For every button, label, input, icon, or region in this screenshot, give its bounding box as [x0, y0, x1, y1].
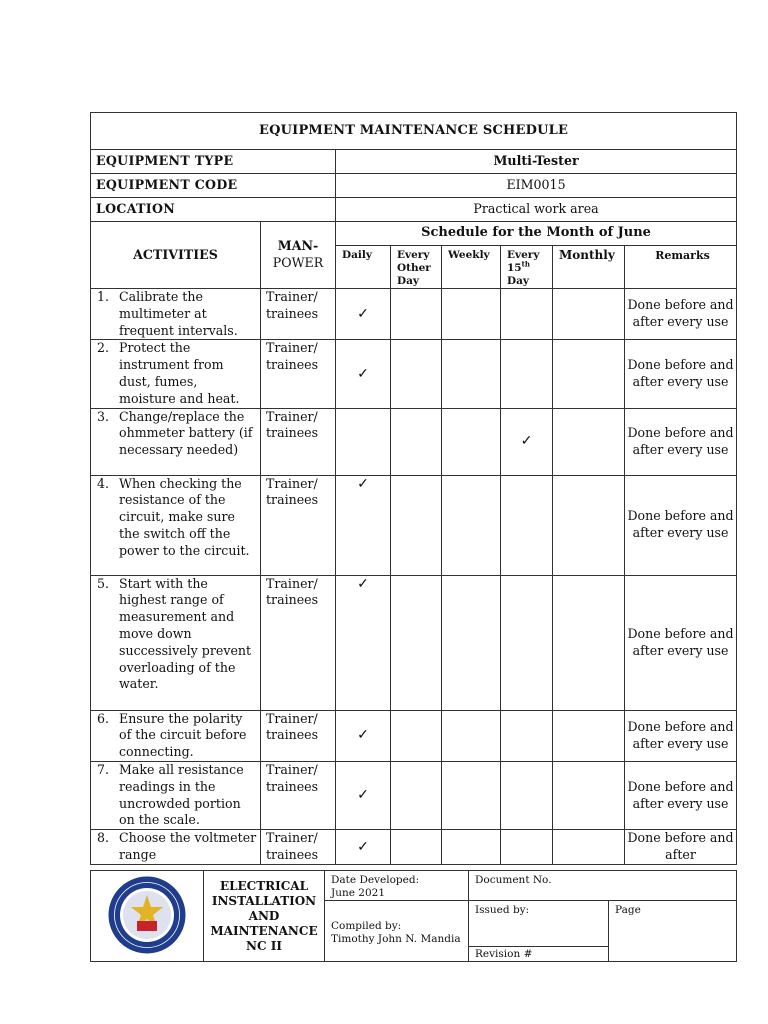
- manpower-cell: Trainer/ trainees: [261, 575, 336, 710]
- weekly-cell: [442, 408, 501, 475]
- deped-seal-icon: [97, 875, 197, 955]
- every15-cell: [501, 289, 553, 340]
- daily-cell: [336, 575, 391, 710]
- every15-line3: Day: [507, 275, 530, 287]
- manpower-header-line1: MAN-: [277, 238, 319, 254]
- remarks-cell: Done before and after every use: [625, 761, 737, 829]
- activity-text: Change/replace the ohmmeter battery (if necessary needed): [119, 408, 253, 458]
- activity-cell: [91, 830, 261, 865]
- info-value: Multi-Tester: [336, 150, 737, 174]
- monthly-cell: [553, 830, 625, 865]
- maintenance-schedule-table: [90, 112, 737, 865]
- daily-cell: [336, 761, 391, 829]
- activity-cell: [91, 408, 261, 475]
- document-footer: [90, 870, 737, 962]
- activity-number: 2.: [97, 340, 110, 356]
- activity-number: 1.: [97, 289, 110, 304]
- monthly-cell: [553, 761, 625, 829]
- schedule-header: Schedule for the Month of June: [336, 222, 737, 246]
- activity-text: Start with the highest range of measurement and move down successively prevent overloading of the water.: [119, 575, 252, 692]
- remarks-cell: Done before and after every use: [625, 289, 737, 340]
- activity-text: Protect the instrument from dust, fumes, moisture and heat.: [119, 340, 240, 406]
- manpower-cell: Trainer/ trainees: [261, 340, 336, 408]
- issued-by: Issued by:: [469, 901, 609, 947]
- everyother-cell: [391, 575, 442, 710]
- every15-cell: [501, 408, 553, 475]
- monthly-cell: [553, 289, 625, 340]
- check-mark-icon: ✓: [357, 365, 369, 382]
- check-mark-icon: ✓: [357, 838, 369, 855]
- activity-number: 5.: [97, 575, 110, 591]
- manpower-header: [261, 222, 336, 289]
- monthly-header: Monthly: [553, 246, 625, 289]
- compiled-label: Compiled by:: [331, 919, 402, 932]
- course-line: MAINTENANCE: [210, 923, 318, 938]
- activity-text: Ensure the polarity of the circuit before connecting.: [119, 710, 247, 760]
- info-label: LOCATION: [91, 198, 336, 222]
- check-mark-icon: ✓: [357, 727, 369, 744]
- date-developed: [325, 871, 469, 901]
- weekly-cell: [442, 575, 501, 710]
- every-15th-day-header: [501, 246, 553, 289]
- activity-row: [91, 830, 737, 865]
- activity-text: Choose the voltmeter range: [119, 830, 257, 862]
- info-label: EQUIPMENT CODE: [91, 174, 336, 198]
- daily-cell: [336, 289, 391, 340]
- everyother-cell: [391, 710, 442, 761]
- every-other-line1: Every: [397, 249, 430, 261]
- weekly-cell: [442, 475, 501, 575]
- course-line: INSTALLATION: [211, 893, 317, 908]
- every15-number: 15: [507, 262, 522, 274]
- manpower-cell: Trainer/ trainees: [261, 830, 336, 865]
- activity-row: [91, 340, 737, 408]
- remarks-cell: Done before and after: [625, 830, 737, 865]
- every15-cell: [501, 710, 553, 761]
- daily-cell: [336, 830, 391, 865]
- manpower-cell: Trainer/ trainees: [261, 710, 336, 761]
- monthly-cell: [553, 710, 625, 761]
- activity-cell: [91, 340, 261, 408]
- check-mark-icon: ✓: [357, 787, 369, 804]
- monthly-cell: [553, 408, 625, 475]
- everyother-cell: [391, 408, 442, 475]
- every15-cell: [501, 575, 553, 710]
- everyother-cell: [391, 830, 442, 865]
- remarks-cell: Done before and after every use: [625, 475, 737, 575]
- info-label: EQUIPMENT TYPE: [91, 150, 336, 174]
- every-other-line2: Other: [397, 262, 431, 274]
- daily-cell: [336, 475, 391, 575]
- every15-suffix: th: [521, 259, 530, 269]
- document-title: EQUIPMENT MAINTENANCE SCHEDULE: [91, 113, 737, 150]
- date-value: June 2021: [331, 887, 386, 899]
- weekly-cell: [442, 289, 501, 340]
- info-row-equipment-type: [91, 150, 737, 174]
- remarks-cell: Done before and after every use: [625, 710, 737, 761]
- every15-line1: Every: [507, 249, 540, 261]
- every15-cell: [501, 475, 553, 575]
- check-mark-icon: ✓: [520, 433, 533, 450]
- remarks-cell: Done before and after every use: [625, 408, 737, 475]
- weekly-cell: [442, 710, 501, 761]
- course-line: NC II: [246, 938, 282, 953]
- activity-number: 6.: [97, 710, 110, 726]
- weekly-cell: [442, 761, 501, 829]
- manpower-cell: Trainer/ trainees: [261, 408, 336, 475]
- everyother-cell: [391, 340, 442, 408]
- every15-cell: [501, 830, 553, 865]
- everyother-cell: [391, 475, 442, 575]
- activity-cell: [91, 475, 261, 575]
- revision-number: Revision #: [469, 947, 609, 962]
- manpower-cell: Trainer/ trainees: [261, 761, 336, 829]
- remarks-cell: Done before and after every use: [625, 575, 737, 710]
- monthly-cell: [553, 475, 625, 575]
- activity-number: 8.: [97, 830, 110, 846]
- every15-cell: [501, 340, 553, 408]
- every-other-day-header: [391, 246, 442, 289]
- monthly-cell: [553, 575, 625, 710]
- activity-number: 7.: [97, 761, 110, 777]
- everyother-cell: [391, 761, 442, 829]
- check-mark-icon: ✓: [357, 475, 369, 492]
- activity-row: [91, 575, 737, 710]
- info-row-location: [91, 198, 737, 222]
- monthly-cell: [553, 340, 625, 408]
- daily-header: Daily: [336, 246, 391, 289]
- manpower-cell: Trainer/ trainees: [261, 475, 336, 575]
- course-title: [204, 871, 325, 962]
- weekly-cell: [442, 830, 501, 865]
- page-number: Page: [609, 901, 737, 962]
- compiled-by: [325, 901, 469, 962]
- activity-row: [91, 408, 737, 475]
- activity-cell: [91, 575, 261, 710]
- date-label: Date Developed:: [331, 874, 420, 886]
- info-value: Practical work area: [336, 198, 737, 222]
- activity-cell: [91, 710, 261, 761]
- manpower-header-line2: POWER: [272, 255, 324, 270]
- course-line: ELECTRICAL: [219, 878, 309, 893]
- weekly-header: Weekly: [442, 246, 501, 289]
- info-row-equipment-code: [91, 174, 737, 198]
- activities-header: ACTIVITIES: [91, 222, 261, 289]
- daily-cell: [336, 340, 391, 408]
- daily-cell: [336, 710, 391, 761]
- every15-line2: [507, 259, 550, 275]
- activity-text: When checking the resistance of the circuit, make sure the switch off the power to the circuit.: [119, 475, 250, 558]
- activity-row: [91, 475, 737, 575]
- check-mark-icon: ✓: [357, 575, 369, 592]
- compiled-value: Timothy John N. Mandia: [331, 932, 461, 945]
- every15-cell: [501, 761, 553, 829]
- deped-logo: [91, 871, 204, 962]
- daily-cell: [336, 408, 391, 475]
- activity-text: Calibrate the multimeter at frequent intervals.: [119, 289, 238, 338]
- everyother-cell: [391, 289, 442, 340]
- activity-number: 3.: [97, 408, 110, 424]
- remarks-cell: Done before and after every use: [625, 340, 737, 408]
- course-line: AND: [248, 908, 280, 923]
- activity-number: 4.: [97, 475, 110, 491]
- document-number: Document No.: [469, 871, 737, 901]
- activity-text: Make all resistance readings in the uncrowded portion on the scale.: [119, 761, 244, 828]
- activity-row: [91, 761, 737, 829]
- info-value: EIM0015: [336, 174, 737, 198]
- weekly-cell: [442, 340, 501, 408]
- manpower-cell: Trainer/ trainees: [261, 289, 336, 340]
- activity-cell: [91, 761, 261, 829]
- remarks-header: Remarks: [625, 246, 737, 289]
- activity-cell: [91, 289, 261, 340]
- activity-row: [91, 710, 737, 761]
- every-other-line3: Day: [397, 275, 420, 287]
- check-mark-icon: ✓: [357, 305, 369, 322]
- activity-row: [91, 289, 737, 340]
